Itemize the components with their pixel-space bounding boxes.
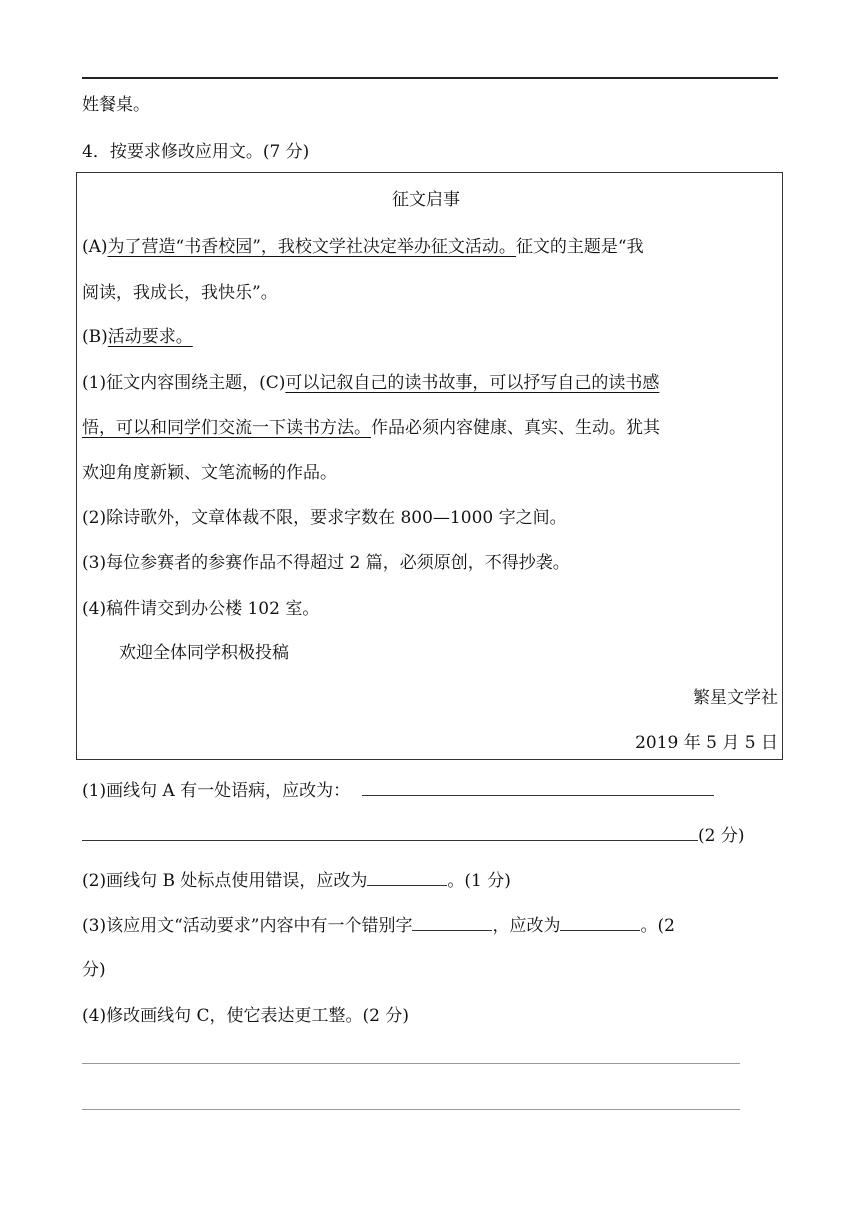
underlined-sentence-c-part2: 悟，可以和同学们交流一下读书方法。 [82,418,371,438]
subquestion-3-continued: 分) [82,960,106,980]
subquestion-1-points: (2 分) [698,826,745,846]
welcome-line: 欢迎全体同学积极投稿 [119,643,289,663]
answer-line-4a[interactable] [82,1063,740,1064]
subquestion-1 [82,776,714,801]
subquestion-3-mid: ，应改为 [492,916,561,936]
answer-blank-3a[interactable] [412,916,492,931]
notice-date: 2019 年 5 月 5 日 [635,733,778,753]
req1-prefix: (1)征文内容围绕主题，(C) [82,373,286,393]
answer-blank-1a[interactable] [362,781,714,796]
subquestion-2-pre: (2)画线句 B 处标点使用错误，应改为 [82,871,368,891]
notice-line-b [82,322,193,347]
subquestion-3 [82,911,675,936]
requirement-2: (2)除诗歌外，文章体裁不限，要求字数在 800—1000 字之间。 [82,508,567,528]
underlined-sentence-c-part1: 可以记叙自己的读书故事，可以抒写自己的读书感 [285,373,660,393]
requirement-1-line2 [82,413,660,438]
underlined-sentence-a: 为了营造“书香校园”，我校文学社决定举办征文活动。 [107,237,516,257]
subquestion-1-text: (1)画线句 A 有一处语病，应改为： [82,781,351,801]
label-a: (A) [82,237,108,257]
answer-blank-2[interactable] [367,871,447,886]
subquestion-1-continued [82,821,744,846]
requirement-3: (3)每位参赛者的参赛作品不得超过 2 篇，必须原创，不得抄袭。 [82,553,570,573]
req1-rest: 作品必须内容健康、真实、生动。犹其 [371,418,660,438]
answer-line-4b[interactable] [82,1109,740,1110]
requirement-4: (4)稿件请交到办公楼 102 室。 [82,599,320,619]
line-a-rest: 征文的主题是“我 [515,237,644,257]
underlined-sentence-b: 活动要求。 [107,327,193,347]
answer-blank-1b[interactable] [82,826,698,841]
label-b: (B) [82,327,108,347]
subquestion-2-post: 。(1 分) [447,871,511,891]
subquestion-3-post: 。(2 [640,916,675,936]
notice-title: 征文启事 [392,190,460,210]
requirement-1-line3: 欢迎角度新颖、文笔流畅的作品。 [82,463,337,483]
notice-line-a2: 阅读，我成长，我快乐”。 [82,283,278,303]
previous-question-tail: 姓餐桌。 [82,95,150,115]
signature: 繁星文学社 [693,688,778,708]
subquestion-3-pre: (3)该应用文“活动要求”内容中有一个错别字 [82,916,413,936]
notice-line-a [82,232,644,257]
subquestion-2 [82,866,511,891]
top-rule [82,77,778,79]
question-heading: 4．按要求修改应用文。(7 分) [82,142,310,162]
requirement-1-line1 [82,368,659,393]
subquestion-4: (4)修改画线句 C，使它表达更工整。(2 分) [82,1006,409,1026]
answer-blank-3b[interactable] [560,916,640,931]
